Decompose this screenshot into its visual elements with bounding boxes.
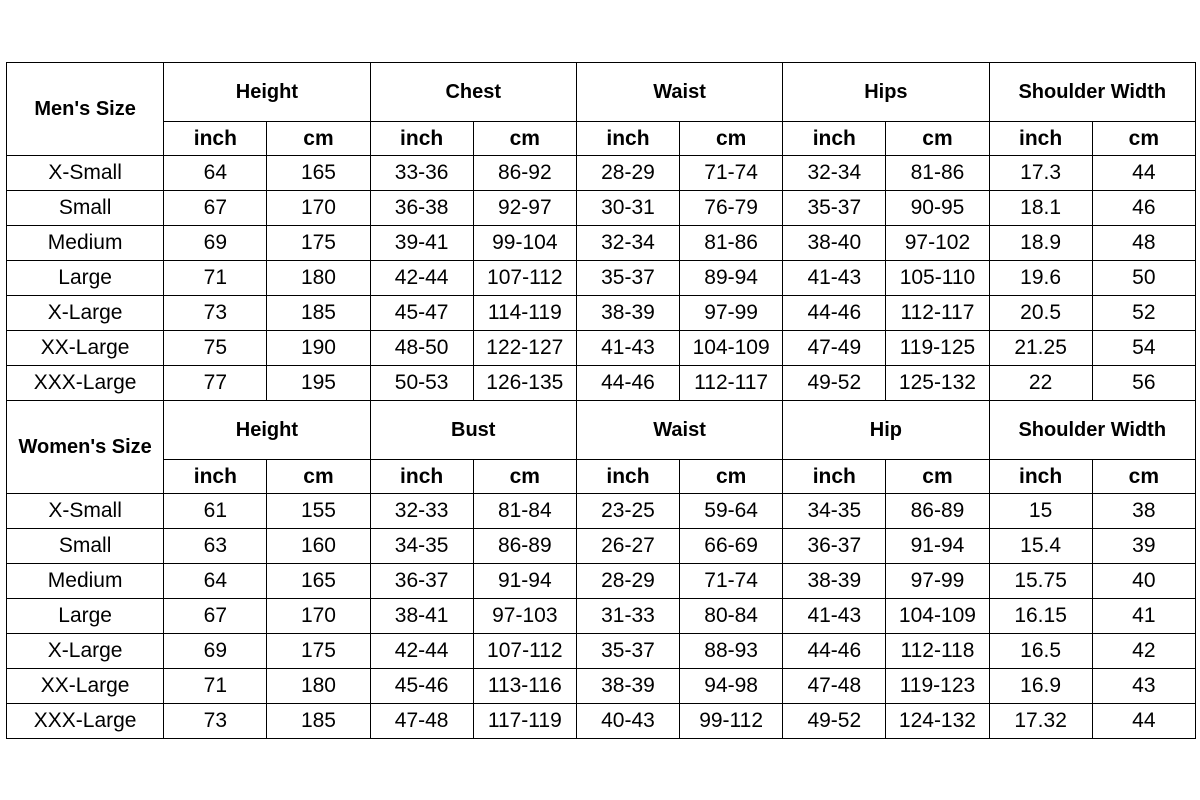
mens-measurement-cell: 45-47 — [370, 296, 473, 331]
mens-group-header-row — [7, 63, 1196, 122]
mens-measurement-cell: 50 — [1092, 261, 1195, 296]
womens-measurement-cell: 41-43 — [783, 599, 886, 634]
womens-measurement-cell: 15.75 — [989, 564, 1092, 599]
mens-group-header: Shoulder Width — [989, 63, 1195, 122]
mens-measurement-cell: 20.5 — [989, 296, 1092, 331]
womens-measurement-cell: 47-48 — [783, 669, 886, 704]
mens-table-row — [7, 331, 1196, 366]
womens-measurement-cell: 117-119 — [473, 704, 576, 739]
womens-measurement-cell: 47-48 — [370, 704, 473, 739]
womens-unit-header: cm — [267, 460, 370, 494]
mens-measurement-cell: 76-79 — [680, 191, 783, 226]
womens-measurement-cell: 112-118 — [886, 634, 989, 669]
mens-table-row — [7, 366, 1196, 401]
mens-measurement-cell: 99-104 — [473, 226, 576, 261]
mens-size-label: Medium — [7, 226, 164, 261]
mens-measurement-cell: 46 — [1092, 191, 1195, 226]
mens-measurement-cell: 44-46 — [576, 366, 679, 401]
mens-measurement-cell: 42-44 — [370, 261, 473, 296]
mens-unit-header-row — [7, 122, 1196, 156]
womens-table-row — [7, 529, 1196, 564]
womens-table-row — [7, 494, 1196, 529]
mens-table-row — [7, 191, 1196, 226]
mens-measurement-cell: 170 — [267, 191, 370, 226]
mens-unit-header: cm — [886, 122, 989, 156]
mens-measurement-cell: 175 — [267, 226, 370, 261]
mens-unit-header: cm — [1092, 122, 1195, 156]
mens-table-row — [7, 226, 1196, 261]
mens-unit-header: inch — [370, 122, 473, 156]
womens-group-header: Hip — [783, 401, 989, 460]
mens-measurement-cell: 180 — [267, 261, 370, 296]
mens-unit-header: cm — [473, 122, 576, 156]
size-chart — [6, 62, 1196, 739]
womens-group-header-row — [7, 401, 1196, 460]
womens-measurement-cell: 15.4 — [989, 529, 1092, 564]
womens-measurement-cell: 36-37 — [370, 564, 473, 599]
womens-measurement-cell: 41 — [1092, 599, 1195, 634]
womens-measurement-cell: 39 — [1092, 529, 1195, 564]
womens-table-row — [7, 669, 1196, 704]
mens-measurement-cell: 36-38 — [370, 191, 473, 226]
womens-measurement-cell: 40 — [1092, 564, 1195, 599]
mens-measurement-cell: 126-135 — [473, 366, 576, 401]
mens-unit-header: inch — [576, 122, 679, 156]
size-chart-body — [7, 63, 1196, 739]
womens-unit-header-row — [7, 460, 1196, 494]
womens-unit-header: inch — [164, 460, 267, 494]
womens-measurement-cell: 69 — [164, 634, 267, 669]
womens-table-row — [7, 564, 1196, 599]
womens-measurement-cell: 81-84 — [473, 494, 576, 529]
womens-measurement-cell: 94-98 — [680, 669, 783, 704]
mens-group-header: Hips — [783, 63, 989, 122]
womens-measurement-cell: 67 — [164, 599, 267, 634]
womens-measurement-cell: 49-52 — [783, 704, 886, 739]
mens-measurement-cell: 86-92 — [473, 156, 576, 191]
womens-unit-header: inch — [783, 460, 886, 494]
womens-measurement-cell: 35-37 — [576, 634, 679, 669]
womens-size-header: Women's Size — [7, 401, 164, 494]
womens-unit-header: inch — [370, 460, 473, 494]
mens-measurement-cell: 50-53 — [370, 366, 473, 401]
mens-measurement-cell: 41-43 — [783, 261, 886, 296]
mens-group-header: Height — [164, 63, 370, 122]
size-chart-table — [6, 62, 1196, 739]
mens-unit-header: cm — [267, 122, 370, 156]
womens-measurement-cell: 160 — [267, 529, 370, 564]
womens-measurement-cell: 32-33 — [370, 494, 473, 529]
mens-measurement-cell: 89-94 — [680, 261, 783, 296]
mens-measurement-cell: 77 — [164, 366, 267, 401]
mens-size-label: X-Large — [7, 296, 164, 331]
mens-measurement-cell: 165 — [267, 156, 370, 191]
womens-measurement-cell: 15 — [989, 494, 1092, 529]
mens-size-label: XX-Large — [7, 331, 164, 366]
mens-measurement-cell: 41-43 — [576, 331, 679, 366]
mens-measurement-cell: 105-110 — [886, 261, 989, 296]
mens-measurement-cell: 35-37 — [783, 191, 886, 226]
womens-measurement-cell: 17.32 — [989, 704, 1092, 739]
womens-measurement-cell: 26-27 — [576, 529, 679, 564]
womens-measurement-cell: 42 — [1092, 634, 1195, 669]
womens-table-row — [7, 599, 1196, 634]
mens-measurement-cell: 104-109 — [680, 331, 783, 366]
mens-measurement-cell: 73 — [164, 296, 267, 331]
mens-measurement-cell: 97-99 — [680, 296, 783, 331]
womens-measurement-cell: 38-39 — [783, 564, 886, 599]
womens-measurement-cell: 16.15 — [989, 599, 1092, 634]
womens-measurement-cell: 38 — [1092, 494, 1195, 529]
womens-measurement-cell: 86-89 — [473, 529, 576, 564]
mens-measurement-cell: 71 — [164, 261, 267, 296]
mens-size-label: X-Small — [7, 156, 164, 191]
womens-measurement-cell: 28-29 — [576, 564, 679, 599]
mens-measurement-cell: 71-74 — [680, 156, 783, 191]
womens-measurement-cell: 71 — [164, 669, 267, 704]
womens-measurement-cell: 44-46 — [783, 634, 886, 669]
womens-measurement-cell: 180 — [267, 669, 370, 704]
mens-measurement-cell: 49-52 — [783, 366, 886, 401]
mens-measurement-cell: 22 — [989, 366, 1092, 401]
womens-measurement-cell: 73 — [164, 704, 267, 739]
mens-measurement-cell: 32-34 — [576, 226, 679, 261]
womens-measurement-cell: 124-132 — [886, 704, 989, 739]
mens-measurement-cell: 39-41 — [370, 226, 473, 261]
womens-group-header: Bust — [370, 401, 576, 460]
womens-measurement-cell: 34-35 — [783, 494, 886, 529]
mens-measurement-cell: 44-46 — [783, 296, 886, 331]
mens-measurement-cell: 33-36 — [370, 156, 473, 191]
womens-measurement-cell: 34-35 — [370, 529, 473, 564]
mens-size-label: XXX-Large — [7, 366, 164, 401]
womens-measurement-cell: 23-25 — [576, 494, 679, 529]
mens-unit-header: inch — [164, 122, 267, 156]
mens-measurement-cell: 19.6 — [989, 261, 1092, 296]
mens-unit-header: cm — [680, 122, 783, 156]
womens-size-label: Medium — [7, 564, 164, 599]
womens-measurement-cell: 91-94 — [886, 529, 989, 564]
mens-measurement-cell: 38-39 — [576, 296, 679, 331]
mens-measurement-cell: 44 — [1092, 156, 1195, 191]
womens-measurement-cell: 97-99 — [886, 564, 989, 599]
mens-measurement-cell: 17.3 — [989, 156, 1092, 191]
womens-measurement-cell: 185 — [267, 704, 370, 739]
mens-size-header: Men's Size — [7, 63, 164, 156]
mens-measurement-cell: 114-119 — [473, 296, 576, 331]
womens-size-label: XXX-Large — [7, 704, 164, 739]
mens-unit-header: inch — [783, 122, 886, 156]
womens-measurement-cell: 104-109 — [886, 599, 989, 634]
womens-measurement-cell: 45-46 — [370, 669, 473, 704]
mens-table-row — [7, 296, 1196, 331]
womens-measurement-cell: 119-123 — [886, 669, 989, 704]
mens-measurement-cell: 35-37 — [576, 261, 679, 296]
mens-measurement-cell: 32-34 — [783, 156, 886, 191]
mens-measurement-cell: 81-86 — [680, 226, 783, 261]
mens-measurement-cell: 81-86 — [886, 156, 989, 191]
womens-measurement-cell: 71-74 — [680, 564, 783, 599]
womens-measurement-cell: 42-44 — [370, 634, 473, 669]
womens-measurement-cell: 107-112 — [473, 634, 576, 669]
mens-group-header: Waist — [576, 63, 782, 122]
womens-size-label: X-Large — [7, 634, 164, 669]
womens-group-header: Waist — [576, 401, 782, 460]
mens-measurement-cell: 112-117 — [680, 366, 783, 401]
mens-measurement-cell: 90-95 — [886, 191, 989, 226]
mens-measurement-cell: 30-31 — [576, 191, 679, 226]
womens-unit-header: inch — [576, 460, 679, 494]
mens-measurement-cell: 112-117 — [886, 296, 989, 331]
womens-measurement-cell: 43 — [1092, 669, 1195, 704]
womens-size-label: XX-Large — [7, 669, 164, 704]
womens-measurement-cell: 170 — [267, 599, 370, 634]
mens-measurement-cell: 21.25 — [989, 331, 1092, 366]
mens-measurement-cell: 47-49 — [783, 331, 886, 366]
womens-measurement-cell: 99-112 — [680, 704, 783, 739]
womens-measurement-cell: 16.5 — [989, 634, 1092, 669]
mens-measurement-cell: 185 — [267, 296, 370, 331]
womens-unit-header: cm — [886, 460, 989, 494]
mens-measurement-cell: 69 — [164, 226, 267, 261]
womens-measurement-cell: 63 — [164, 529, 267, 564]
mens-measurement-cell: 119-125 — [886, 331, 989, 366]
womens-measurement-cell: 61 — [164, 494, 267, 529]
mens-measurement-cell: 52 — [1092, 296, 1195, 331]
womens-measurement-cell: 88-93 — [680, 634, 783, 669]
mens-measurement-cell: 107-112 — [473, 261, 576, 296]
mens-measurement-cell: 75 — [164, 331, 267, 366]
mens-measurement-cell: 97-102 — [886, 226, 989, 261]
mens-measurement-cell: 18.9 — [989, 226, 1092, 261]
womens-measurement-cell: 36-37 — [783, 529, 886, 564]
mens-measurement-cell: 195 — [267, 366, 370, 401]
mens-group-header: Chest — [370, 63, 576, 122]
mens-measurement-cell: 64 — [164, 156, 267, 191]
mens-measurement-cell: 67 — [164, 191, 267, 226]
mens-table-row — [7, 156, 1196, 191]
womens-measurement-cell: 31-33 — [576, 599, 679, 634]
mens-measurement-cell: 92-97 — [473, 191, 576, 226]
mens-table-row — [7, 261, 1196, 296]
womens-measurement-cell: 80-84 — [680, 599, 783, 634]
womens-measurement-cell: 16.9 — [989, 669, 1092, 704]
mens-measurement-cell: 28-29 — [576, 156, 679, 191]
womens-measurement-cell: 44 — [1092, 704, 1195, 739]
womens-group-header: Shoulder Width — [989, 401, 1195, 460]
womens-group-header: Height — [164, 401, 370, 460]
womens-measurement-cell: 66-69 — [680, 529, 783, 564]
womens-size-label: X-Small — [7, 494, 164, 529]
womens-size-label: Large — [7, 599, 164, 634]
womens-measurement-cell: 91-94 — [473, 564, 576, 599]
womens-unit-header: cm — [473, 460, 576, 494]
mens-size-label: Small — [7, 191, 164, 226]
womens-measurement-cell: 40-43 — [576, 704, 679, 739]
womens-unit-header: cm — [680, 460, 783, 494]
womens-table-row — [7, 634, 1196, 669]
womens-table-row — [7, 704, 1196, 739]
mens-measurement-cell: 38-40 — [783, 226, 886, 261]
mens-measurement-cell: 18.1 — [989, 191, 1092, 226]
mens-measurement-cell: 56 — [1092, 366, 1195, 401]
mens-size-label: Large — [7, 261, 164, 296]
womens-unit-header: inch — [989, 460, 1092, 494]
mens-measurement-cell: 190 — [267, 331, 370, 366]
womens-unit-header: cm — [1092, 460, 1195, 494]
womens-measurement-cell: 38-39 — [576, 669, 679, 704]
mens-measurement-cell: 48 — [1092, 226, 1195, 261]
womens-measurement-cell: 175 — [267, 634, 370, 669]
womens-size-label: Small — [7, 529, 164, 564]
mens-measurement-cell: 122-127 — [473, 331, 576, 366]
womens-measurement-cell: 86-89 — [886, 494, 989, 529]
womens-measurement-cell: 97-103 — [473, 599, 576, 634]
mens-measurement-cell: 125-132 — [886, 366, 989, 401]
mens-measurement-cell: 48-50 — [370, 331, 473, 366]
womens-measurement-cell: 113-116 — [473, 669, 576, 704]
mens-measurement-cell: 54 — [1092, 331, 1195, 366]
womens-measurement-cell: 155 — [267, 494, 370, 529]
mens-unit-header: inch — [989, 122, 1092, 156]
womens-measurement-cell: 64 — [164, 564, 267, 599]
womens-measurement-cell: 165 — [267, 564, 370, 599]
womens-measurement-cell: 38-41 — [370, 599, 473, 634]
womens-measurement-cell: 59-64 — [680, 494, 783, 529]
